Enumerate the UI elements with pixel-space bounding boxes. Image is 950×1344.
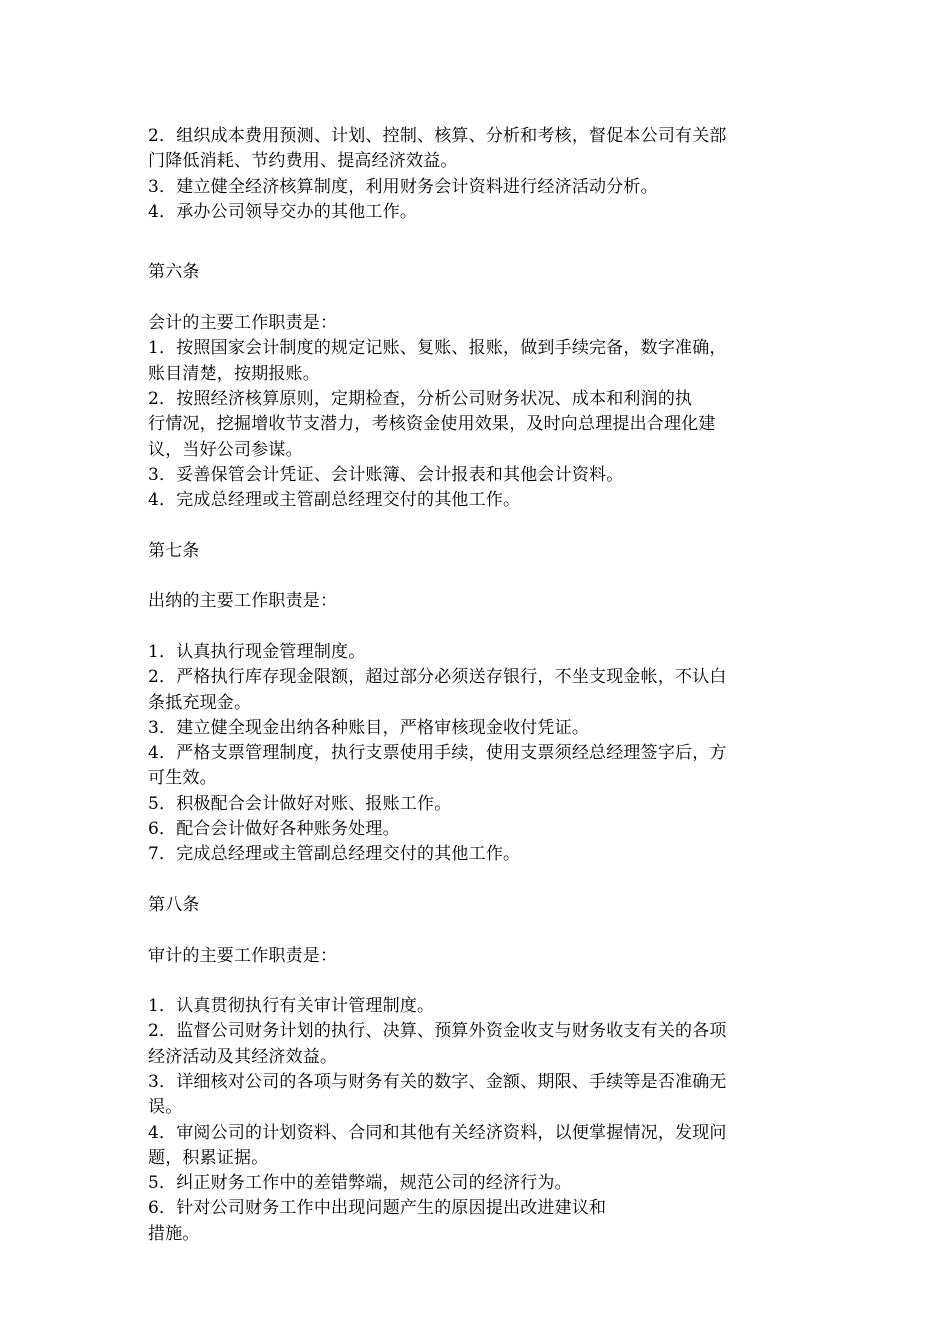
text-line: 门降低消耗、节约费用、提高经济效益。 [148,151,458,172]
text-line: 1．按照国家会计制度的规定记账、复账、报账，做到手续完备，数字准确， [148,338,727,359]
text-line: 会计的主要工作职责是： [148,313,338,334]
text-line: 3．建立健全现金出纳各种账目，严格审核现金收付凭证。 [148,717,590,738]
text-line: 题，积累证据。 [148,1147,269,1168]
text-line: 7．完成总经理或主管副总经理交付的其他工作。 [148,844,521,865]
text-line: 6．配合会计做好各种账务处理。 [148,819,400,840]
text-line: 4．承办公司领导交办的其他工作。 [148,201,418,222]
text-line: 3．妥善保管会计凭证、会计账簿、会计报表和其他会计资料。 [148,464,624,485]
text-line: 1．认真贯彻执行有关审计管理制度。 [148,996,435,1017]
text-line: 误。 [148,1097,183,1118]
text-line: 3．详细核对公司的各项与财务有关的数字、金额、期限、手续等是否准确无 [148,1071,727,1092]
section-heading: 第六条 [148,262,200,283]
text-line: 6．针对公司财务工作中出现问题产生的原因提出改进建议和 [148,1198,607,1219]
text-line: 2．组织成本费用预测、计划、控制、核算、分析和考核，督促本公司有关部 [148,126,727,146]
section-heading: 第八条 [148,894,200,915]
text-line: 2．按照经济核算原则，定期检查，分析公司财务状况、成本和利润的执 [148,388,693,409]
text-line: 4．审阅公司的计划资料、合同和其他有关经济资料，以便掌握情况，发现问 [148,1122,727,1143]
document-page [148,124,808,1247]
text-line: 经济活动及其经济效益。 [148,1046,338,1067]
text-line: 2．严格执行库存现金限额，超过部分必须送存银行，不坐支现金帐，不认白 [148,667,727,688]
text-line: 出纳的主要工作职责是： [148,591,338,612]
text-line: 议，当好公司参谋。 [148,439,303,460]
text-line: 措施。 [148,1223,200,1244]
text-line: 可生效。 [148,768,217,789]
text-line: 条抵充现金。 [148,692,252,713]
text-line: 2．监督公司财务计划的执行、决算、预算外资金收支与财务收支有关的各项 [148,1021,727,1042]
text-line: 5．积极配合会计做好对账、报账工作。 [148,793,452,814]
text-line: 3．建立健全经济核算制度，利用财务会计资料进行经济活动分析。 [148,176,658,197]
text-line: 5．纠正财务工作中的差错弊端，规范公司的经济行为。 [148,1173,572,1194]
text-line: 行情况，挖掘增收节支潜力，考核资金使用效果，及时向总理提出合理化建 [148,414,716,435]
section-heading: 第七条 [148,540,200,561]
text-line: 1．认真执行现金管理制度。 [148,641,366,662]
text-line: 账目清楚，按期报账。 [148,363,320,384]
text-line: 4．完成总经理或主管副总经理交付的其他工作。 [148,490,521,511]
text-line: 审计的主要工作职责是： [148,945,338,966]
text-line: 4．严格支票管理制度，执行支票使用手续，使用支票须经总经理签字后，方 [148,743,727,764]
